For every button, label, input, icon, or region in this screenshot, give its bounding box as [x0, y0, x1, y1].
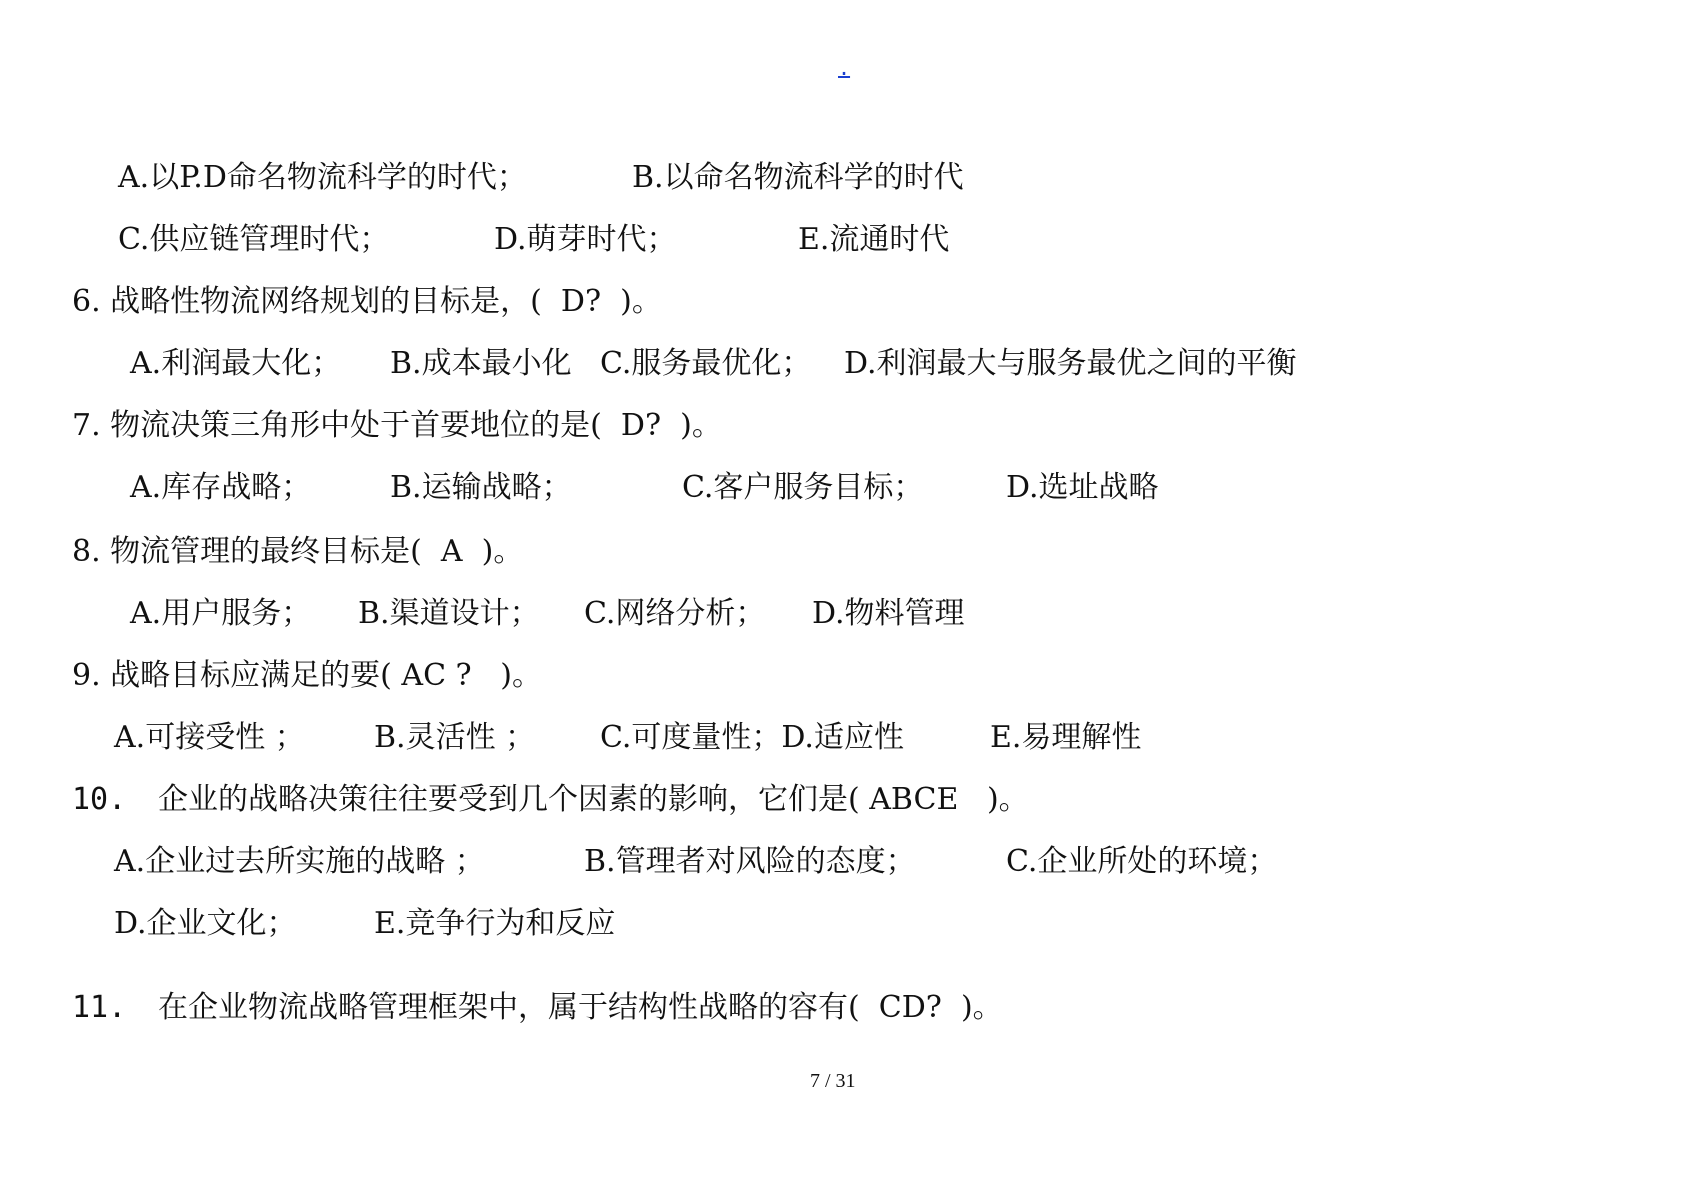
question-10-number: 10. [72, 782, 127, 817]
option-e-circulation-era: E.流通时代 [798, 222, 950, 257]
q6-option-d: D.利润最大与服务最优之间的平衡 [844, 346, 1297, 381]
q10-option-e: E.竞争行为和反应 [374, 906, 616, 941]
q9-option-c-d: C.可度量性；D.适应性 [600, 720, 904, 755]
q6-option-a: A.利润最大化； [130, 346, 342, 381]
q9-option-e: E.易理解性 [990, 720, 1142, 755]
option-d-sprout-era: D.萌芽时代； [494, 222, 677, 257]
question-11: 在企业物流战略管理框架中，属于结构性战略的容有( CD? )。 [158, 990, 1003, 1025]
q7-option-b: B.运输战略； [390, 470, 572, 505]
option-c-supply-chain-era: C.供应链管理时代； [118, 222, 390, 257]
question-6: 6. 战略性物流网络规划的目标是，( D? )。 [72, 284, 662, 319]
q10-option-a: A.企业过去所实施的战略 ； [114, 844, 485, 879]
q10-option-d: D.企业文化； [114, 906, 297, 941]
q6-option-c: C.服务最优化； [600, 346, 812, 381]
q8-option-d: D.物料管理 [812, 596, 965, 631]
question-8: 8. 物流管理的最终目标是( A )。 [72, 534, 524, 569]
page-number: 7 / 31 [810, 1070, 856, 1092]
question-11-number: 11. [72, 990, 127, 1025]
option-a-pd-era: A.以P.D命名物流科学的时代； [118, 160, 527, 195]
q10-option-c: C.企业所处的环境； [1006, 844, 1278, 879]
header-link[interactable]: . [838, 56, 851, 80]
q7-option-c: C.客户服务目标； [682, 470, 924, 505]
question-9: 9. 战略目标应满足的要( AC ? )。 [72, 658, 542, 693]
q10-option-b: B.管理者对风险的态度； [584, 844, 916, 879]
q7-option-a: A.库存战略； [130, 470, 312, 505]
question-7: 7. 物流决策三角形中处于首要地位的是( D? )。 [72, 408, 722, 443]
question-10: 企业的战略决策往往要受到几个因素的影响，它们是( ABCE )。 [158, 782, 1029, 817]
q8-option-a: A.用户服务； [130, 596, 312, 631]
q9-option-a: A.可接受性 ； [114, 720, 305, 755]
q9-option-b: B.灵活性 ； [374, 720, 536, 755]
option-b-naming-era: B.以命名物流科学的时代 [632, 160, 964, 195]
q8-option-b: B.渠道设计； [358, 596, 540, 631]
q6-option-b: B.成本最小化 [390, 346, 572, 381]
q7-option-d: D.选址战略 [1006, 470, 1159, 505]
q8-option-c: C.网络分析； [584, 596, 766, 631]
